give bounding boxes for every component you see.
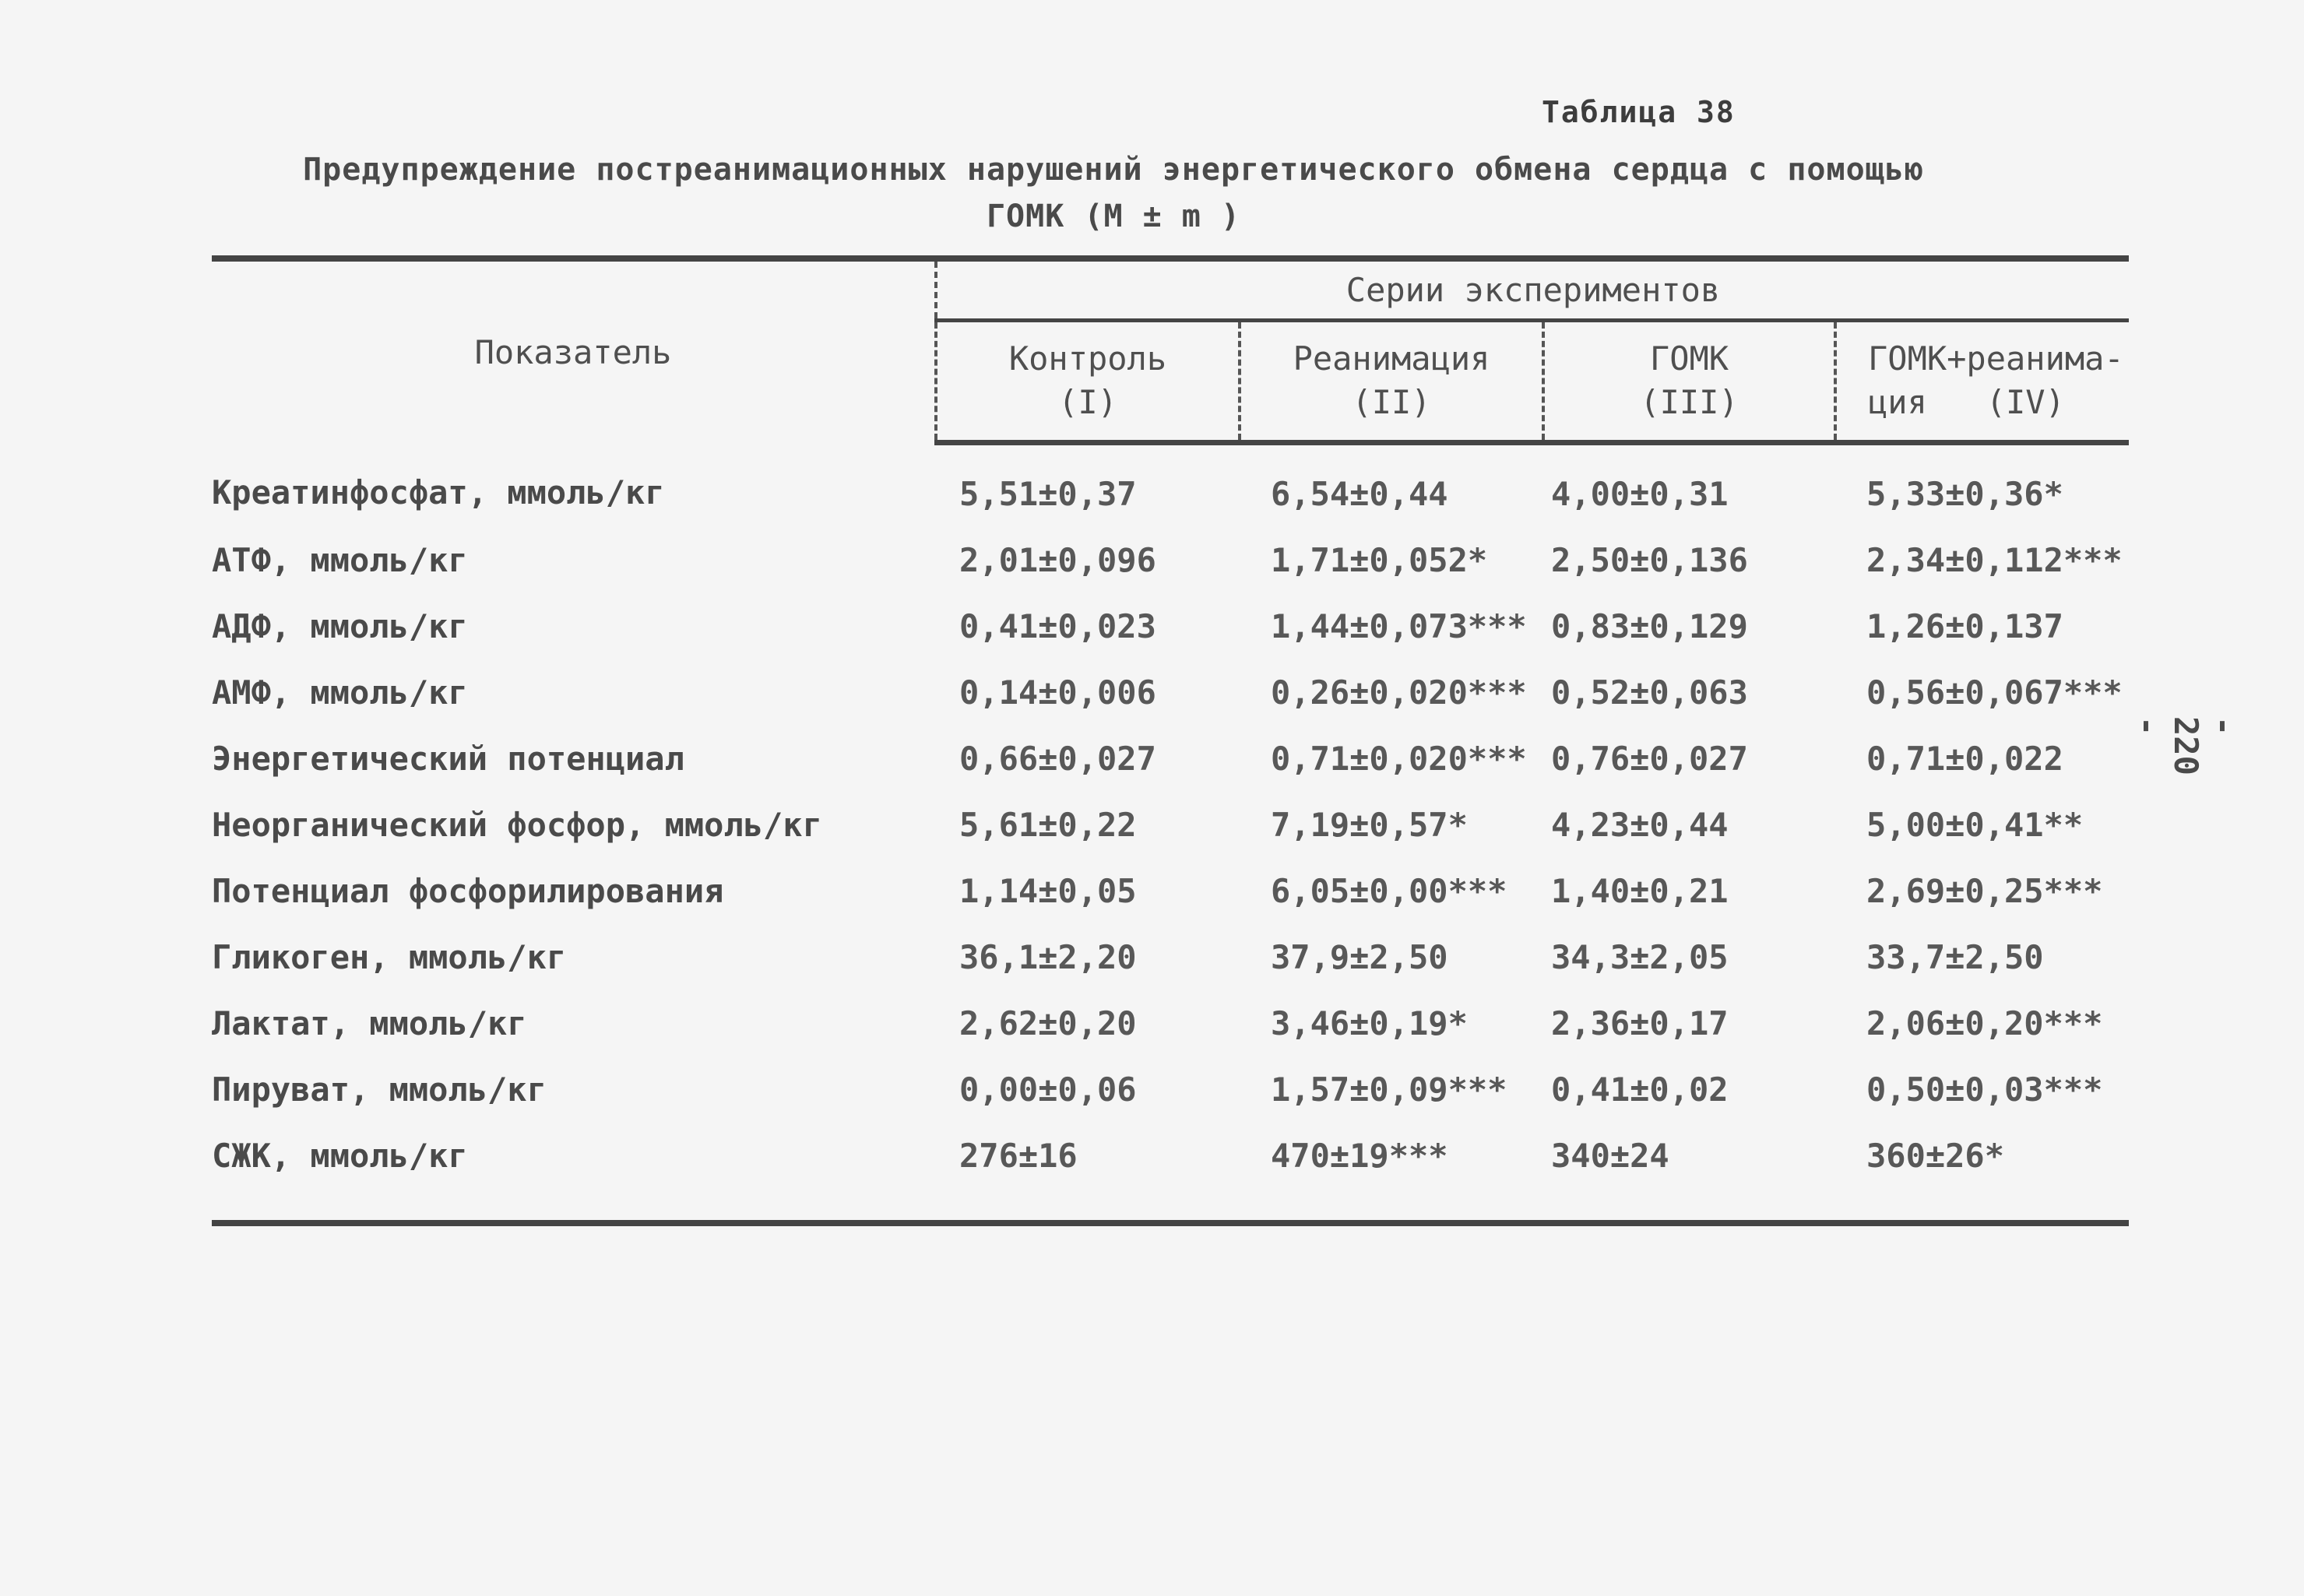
- value-cell-series-1: 0,00±0,06: [959, 1070, 1137, 1109]
- value-cell-series-3: 2,50±0,136: [1551, 540, 1748, 579]
- value-cell-series-4: 2,69±0,25***: [1866, 871, 2103, 910]
- data-table-container: [212, 255, 2129, 1226]
- metric-name-cell: Неорганический фосфор, ммоль/кг: [212, 805, 822, 844]
- metric-name-cell: Гликоген, ммоль/кг: [212, 937, 567, 976]
- table-row: [212, 659, 2129, 726]
- column-header-control: [936, 321, 1240, 442]
- value-cell-series-3: 4,23±0,44: [1551, 805, 1729, 844]
- value-cell-series-3: 2,36±0,17: [1551, 1004, 1729, 1042]
- column-header-gomk: [1543, 321, 1835, 442]
- column-header-num: (I): [1058, 383, 1117, 422]
- metric-name-cell: Креатинфосфат, ммоль/кг: [212, 473, 665, 511]
- metric-name-cell: АМФ, ммоль/кг: [212, 673, 468, 712]
- value-cell-series-2: 1,57±0,09***: [1271, 1070, 1507, 1109]
- value-cell-series-3: 4,00±0,31: [1551, 474, 1729, 513]
- column-header-num: ция (IV): [1868, 383, 2065, 422]
- metric-name-cell: Пируват, ммоль/кг: [212, 1070, 547, 1109]
- table-title-line-1: Предупреждение постреанимационных нарушений энергетического обмена сердца с помощью: [303, 152, 1924, 188]
- column-header-name: Контроль: [1008, 339, 1167, 378]
- metric-name-cell: СЖК, ммоль/кг: [212, 1136, 468, 1175]
- table-title-line-2: ГОМК (M ± m ): [986, 199, 1241, 234]
- column-header-reanimation: [1240, 321, 1543, 442]
- table-row: [212, 527, 2129, 593]
- value-cell-series-2: 0,71±0,020***: [1271, 739, 1527, 778]
- value-cell-series-4: 2,34±0,112***: [1866, 540, 2123, 579]
- value-cell-series-3: 0,83±0,129: [1551, 606, 1748, 645]
- column-header-name: Реанимация: [1293, 339, 1490, 378]
- table-number-label: Таблица 38: [1542, 95, 1736, 129]
- value-cell-series-4: 360±26*: [1866, 1136, 2005, 1175]
- table-body: [212, 442, 2129, 1223]
- metric-name-cell: АТФ, ммоль/кг: [212, 540, 468, 579]
- series-group-header: Серии экспериментов: [936, 258, 2129, 321]
- bottom-rule-cell: [936, 1189, 1240, 1223]
- value-cell-series-2: 37,9±2,50: [1271, 937, 1448, 976]
- value-cell-series-4: 5,33±0,36*: [1866, 474, 2063, 513]
- column-header-num: (III): [1640, 383, 1739, 422]
- value-cell-series-1: 36,1±2,20: [959, 937, 1137, 976]
- value-cell-series-2: 3,46±0,19*: [1271, 1004, 1468, 1042]
- value-cell-series-1: 276±16: [959, 1136, 1078, 1175]
- metric-column-header: Показатель: [212, 258, 936, 442]
- bottom-rule-cell: [1835, 1189, 2129, 1223]
- value-cell-series-1: 2,01±0,096: [959, 540, 1156, 579]
- table-row: [212, 593, 2129, 659]
- value-cell-series-4: 5,00±0,41**: [1866, 805, 2084, 844]
- value-cell-series-1: 2,62±0,20: [959, 1004, 1137, 1042]
- table-row: [212, 792, 2129, 858]
- bottom-rule-cell: [1240, 1189, 1543, 1223]
- bottom-rule-cell: [212, 1189, 936, 1223]
- table-row: [212, 442, 2129, 527]
- data-table: [212, 255, 2129, 1226]
- value-cell-series-1: 1,14±0,05: [959, 871, 1137, 910]
- bottom-rule-cell: [1543, 1189, 1835, 1223]
- table-row: [212, 924, 2129, 990]
- table-row: [212, 1123, 2129, 1189]
- value-cell-series-3: 1,40±0,21: [1551, 871, 1729, 910]
- value-cell-series-4: 0,56±0,067***: [1866, 673, 2123, 712]
- page-number: - 220 -: [2129, 716, 2244, 775]
- value-cell-series-1: 0,66±0,027: [959, 739, 1156, 778]
- column-header-name: ГОМК: [1649, 339, 1729, 378]
- value-cell-series-2: 470±19***: [1271, 1136, 1448, 1175]
- metric-name-cell: Энергетический потенциал: [212, 739, 684, 778]
- value-cell-series-4: 33,7±2,50: [1866, 937, 2044, 976]
- value-cell-series-2: 1,71±0,052*: [1271, 540, 1488, 579]
- value-cell-series-4: 2,06±0,20***: [1866, 1004, 2103, 1042]
- value-cell-series-2: 0,26±0,020***: [1271, 673, 1527, 712]
- value-cell-series-4: 1,26±0,137: [1866, 606, 2063, 645]
- table-row: [212, 990, 2129, 1056]
- metric-name-cell: Лактат, ммоль/кг: [212, 1004, 527, 1042]
- value-cell-series-3: 34,3±2,05: [1551, 937, 1729, 976]
- value-cell-series-2: 1,44±0,073***: [1271, 606, 1527, 645]
- value-cell-series-1: 0,41±0,023: [959, 606, 1156, 645]
- value-cell-series-1: 5,61±0,22: [959, 805, 1137, 844]
- table-row: [212, 1056, 2129, 1123]
- metric-name-cell: АДФ, ммоль/кг: [212, 606, 468, 645]
- table-row: [212, 858, 2129, 924]
- value-cell-series-2: 7,19±0,57*: [1271, 805, 1468, 844]
- value-cell-series-3: 340±24: [1551, 1136, 1669, 1175]
- value-cell-series-4: 0,50±0,03***: [1866, 1070, 2103, 1109]
- table-row: [212, 726, 2129, 792]
- column-header-num: (II): [1352, 383, 1431, 422]
- column-header-gomk-reanimation: [1835, 321, 2129, 442]
- value-cell-series-2: 6,05±0,00***: [1271, 871, 1507, 910]
- value-cell-series-3: 0,52±0,063: [1551, 673, 1748, 712]
- table-bottom-rule: [212, 1189, 2129, 1223]
- value-cell-series-3: 0,41±0,02: [1551, 1070, 1729, 1109]
- column-header-name: ГОМК+реанима-: [1868, 339, 2124, 378]
- table-title: [210, 146, 2017, 240]
- value-cell-series-1: 0,14±0,006: [959, 673, 1156, 712]
- value-cell-series-3: 0,76±0,027: [1551, 739, 1748, 778]
- metric-name-cell: Потенциал фосфорилирования: [212, 871, 724, 910]
- value-cell-series-4: 0,71±0,022: [1866, 739, 2063, 778]
- value-cell-series-1: 5,51±0,37: [959, 474, 1137, 513]
- value-cell-series-2: 6,54±0,44: [1271, 474, 1448, 513]
